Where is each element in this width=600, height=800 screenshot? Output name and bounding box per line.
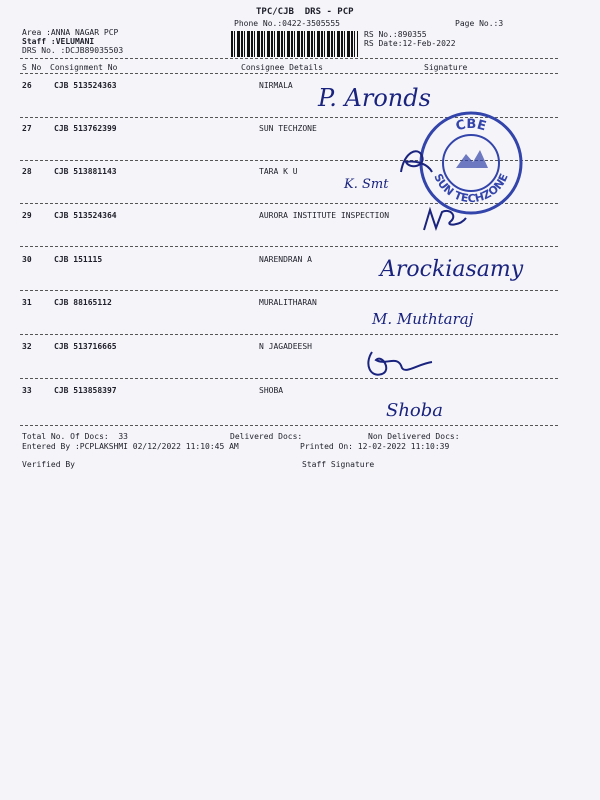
row-consignment-no: CJB 513716665 — [54, 342, 117, 351]
handwritten-signature — [386, 392, 466, 430]
stamp-text-top: CBE — [454, 116, 488, 135]
row-consignment-no: CJB 88165112 — [54, 298, 112, 307]
column-header-consignment: Consignment No — [50, 63, 118, 72]
page-number: Page No.:3 — [455, 19, 504, 28]
svg-text:CBE — [454, 117, 488, 134]
row-consignee: MURALITHARAN — [259, 298, 317, 307]
row-sno: 28 — [22, 167, 32, 176]
divider — [20, 425, 558, 426]
signature-text: Arockiasamy — [380, 257, 524, 282]
row-consignment-no: CJB 513762399 — [54, 124, 117, 133]
row-consignee: SHOBA — [259, 386, 284, 395]
verified-by: Verified By — [22, 460, 75, 469]
row-sno: 27 — [22, 124, 32, 133]
row-consignee: SUN TECHZONE — [259, 124, 317, 133]
row-consignee: AURORA INSTITUTE INSPECTION — [259, 211, 390, 220]
row-sno: 30 — [22, 255, 32, 264]
row-consignment-no: CJB 513524363 — [54, 81, 117, 90]
row-consignee: NIRMALA — [259, 81, 293, 90]
column-header-consignee: Consignee Details — [241, 63, 323, 72]
row-consignment-no: CJB 151115 — [54, 255, 103, 264]
handwritten-initials — [362, 344, 442, 388]
document-title: TPC/CJB DRS - PCP — [256, 7, 354, 17]
barcode — [231, 31, 358, 57]
signature-text: M. Muthtaraj — [372, 310, 474, 328]
signature-text: Shoba — [386, 400, 444, 421]
divider — [20, 246, 558, 247]
drs-number: DRS No. :DCJB89035503 — [22, 46, 124, 55]
column-header-sno: S No — [22, 63, 42, 72]
non-delivered-docs: Non Delivered Docs: — [368, 432, 460, 441]
row-sno: 33 — [22, 386, 32, 395]
staff-signature-label: Staff Signature — [302, 460, 375, 469]
signature-text: K. Smt — [344, 177, 389, 192]
column-header-signature: Signature — [424, 63, 468, 72]
row-consignee: N JAGADEESH — [259, 342, 312, 351]
divider — [20, 290, 558, 291]
rs-number: RS No.:890355 — [364, 30, 427, 39]
handwritten-signature — [372, 304, 482, 336]
row-consignee: NARENDRAN A — [259, 255, 312, 264]
rs-date: RS Date:12-Feb-2022 — [364, 39, 456, 48]
staff-label: Staff :VELUMANI — [22, 37, 95, 46]
area-label: Area :ANNA NAGAR PCP — [22, 28, 119, 37]
delivered-docs: Delivered Docs: — [230, 432, 303, 441]
row-sno: 29 — [22, 211, 32, 220]
handwritten-signature — [344, 170, 414, 198]
row-sno: 31 — [22, 298, 32, 307]
total-docs: Total No. Of Docs: 33 — [22, 432, 128, 441]
phone-number: Phone No.:0422-3505555 — [234, 19, 340, 28]
entered-by: Entered By :PCPLAKSHMI 02/12/2022 11:10:45 AM — [22, 442, 239, 451]
row-consignment-no: CJB 513524364 — [54, 211, 117, 220]
handwritten-signature — [318, 78, 448, 122]
stamp-text-bottom: SUN TECHZONE — [431, 171, 511, 206]
handwritten-signature — [380, 248, 524, 290]
row-consignee: TARA K U — [259, 167, 298, 176]
row-sno: 26 — [22, 81, 32, 90]
handwritten-initials — [420, 202, 470, 244]
divider — [20, 58, 558, 59]
divider — [20, 73, 558, 74]
printed-on: Printed On: 12-02-2022 11:10:39 — [300, 442, 450, 451]
signature-text: P. Aronds — [318, 84, 431, 112]
divider — [20, 378, 558, 379]
row-sno: 32 — [22, 342, 32, 351]
row-consignment-no: CJB 513881143 — [54, 167, 117, 176]
row-consignment-no: CJB 513858397 — [54, 386, 117, 395]
svg-text:SUN TECHZONE — [431, 172, 511, 205]
